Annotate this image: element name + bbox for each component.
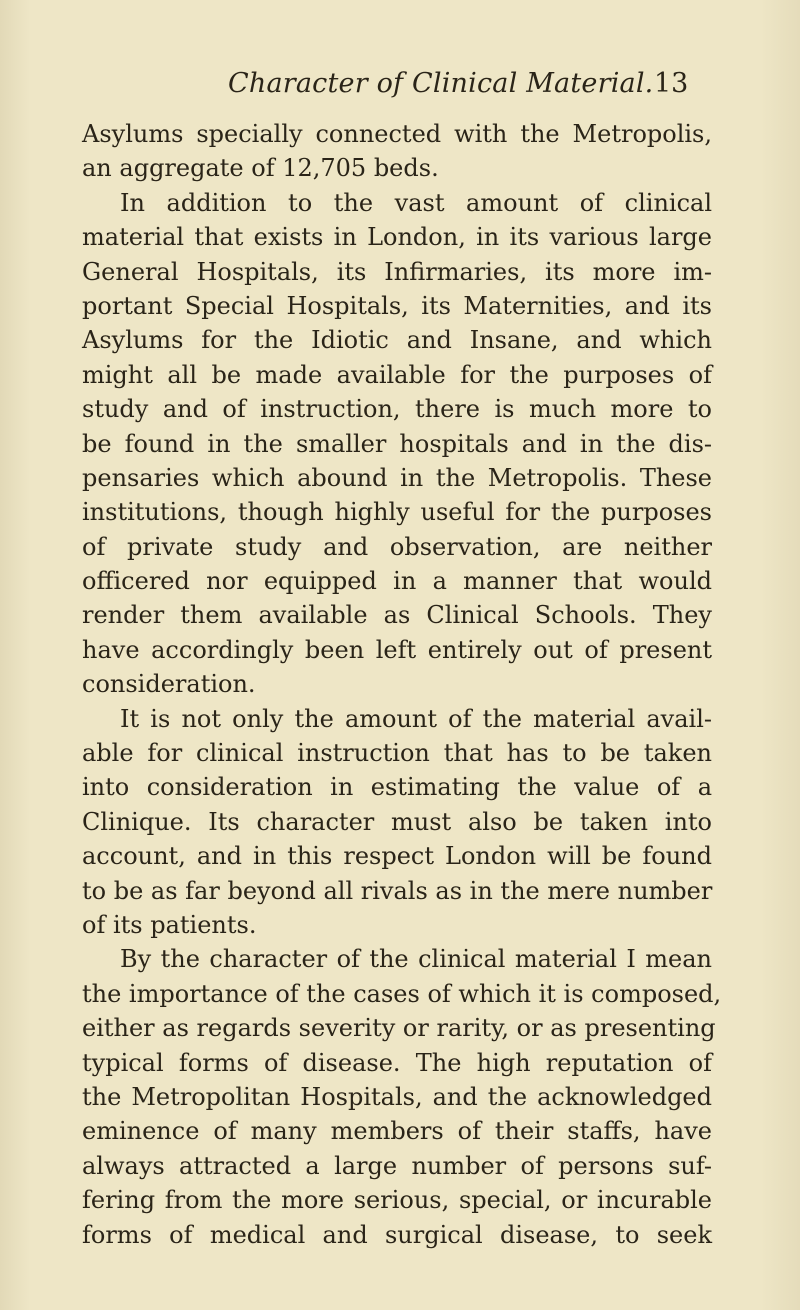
text-line: account, and in this respect London will be found [82, 842, 712, 871]
text-line: render them available as Clinical Schools. They [82, 601, 712, 630]
text-line: typical forms of disease. The high reputation of [82, 1048, 712, 1077]
text-line: to be as far beyond all rivals as in the mere number [82, 876, 713, 905]
text-line: forms of medical and surgical disease, to seek [82, 1220, 712, 1249]
page-number: 13 [654, 68, 689, 99]
body-text [82, 117, 722, 1252]
text-line: able for clinical instruction that has to be taken [82, 739, 712, 768]
text-line: portant Special Hospitals, its Maternities, and its [82, 291, 712, 320]
text-line: Asylums for the Idiotic and Insane, and which [82, 326, 712, 355]
text-line: of its patients. [82, 910, 257, 939]
text-line: an aggregate of 12,705 beds. [82, 154, 439, 183]
text-line: officered nor equipped in a manner that would [82, 567, 712, 596]
text-line: either as regards severity or rarity, or as presenting [82, 1014, 716, 1043]
text-line: By the character of the clinical material I mean [120, 945, 712, 974]
text-line: the Metropolitan Hospitals, and the acknowledged [82, 1082, 712, 1111]
text-line: of private study and observation, are neither [82, 532, 712, 561]
text-line: General Hospitals, its Infirmaries, its more im- [82, 257, 712, 286]
text-line: In addition to the vast amount of clinical [120, 188, 712, 217]
text-line: always attracted a large number of persons suf- [82, 1151, 712, 1180]
text-line: study and of instruction, there is much more to [82, 395, 712, 424]
text-line: into consideration in estimating the value of a [82, 773, 712, 802]
text-line: Asylums specially connected with the Metropolis, [82, 120, 712, 148]
text-line: might all be made available for the purposes of [82, 360, 712, 389]
running-head [0, 68, 800, 108]
text-line: fering from the more serious, special, or incurable [82, 1186, 712, 1215]
text-line: institutions, though highly useful for the purposes [82, 498, 712, 527]
running-title: Character of Clinical Material. [228, 68, 654, 99]
text-line: eminence of many members of their staffs, have [82, 1117, 712, 1146]
text-line: Clinique. Its character must also be taken into [82, 807, 712, 836]
text-line: consideration. [82, 670, 256, 699]
text-line: be found in the smaller hospitals and in the dis- [82, 429, 712, 458]
text-line: It is not only the amount of the material avail- [120, 704, 712, 733]
text-line: pensaries which abound in the Metropolis. These [82, 463, 712, 492]
text-line: have accordingly been left entirely out of present [82, 635, 712, 664]
text-line: material that exists in London, in its various large [82, 223, 712, 252]
text-line: the importance of the cases of which it is composed, [82, 979, 722, 1008]
